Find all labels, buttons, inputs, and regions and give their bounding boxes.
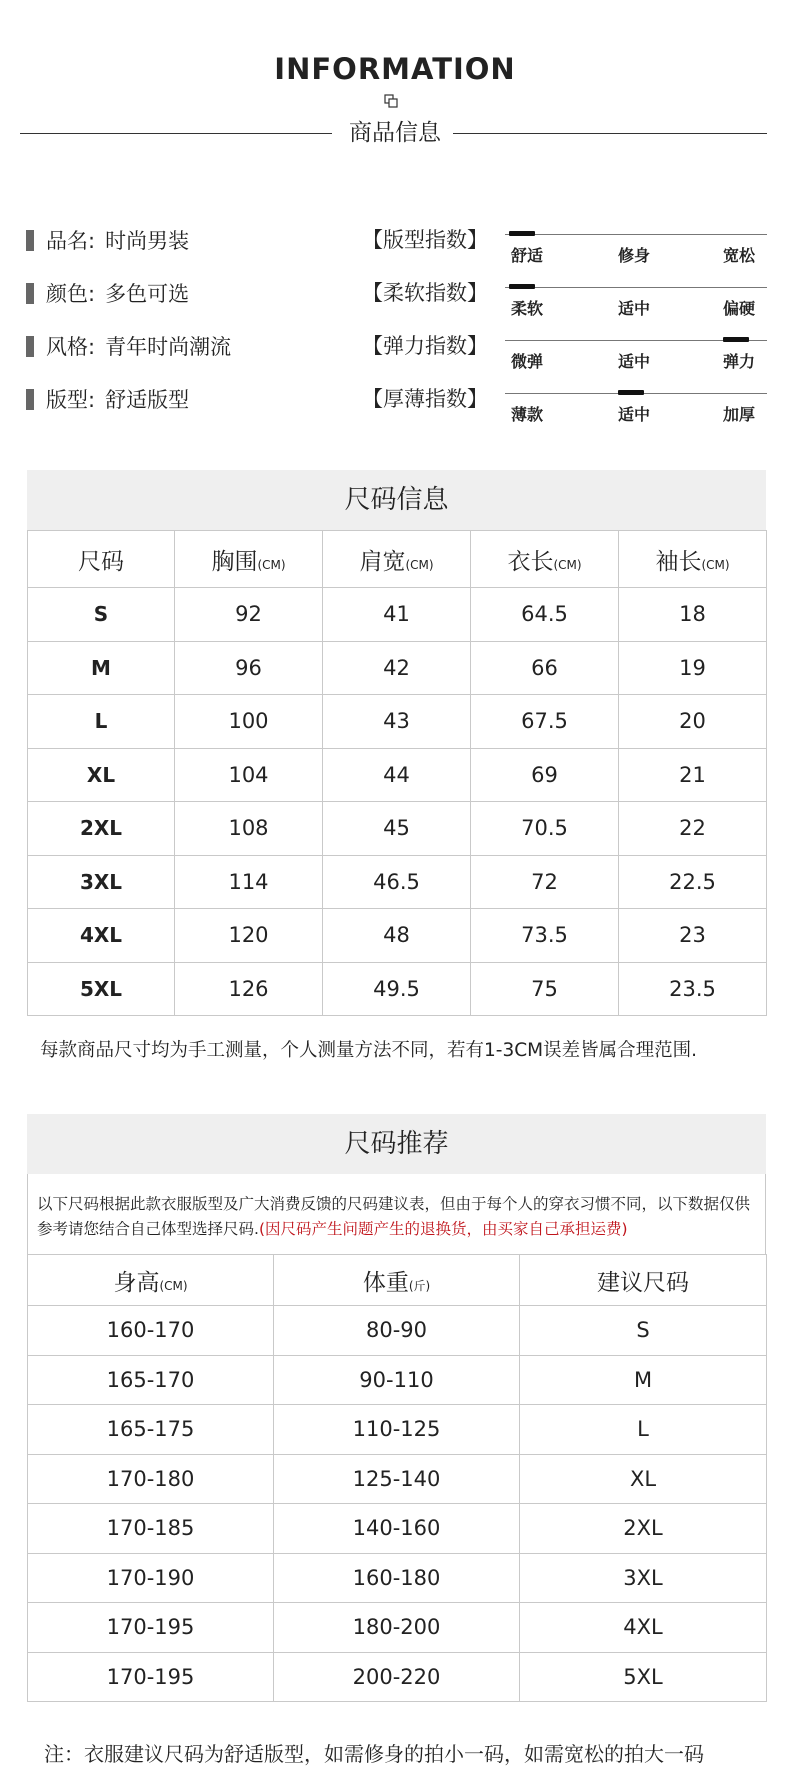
table-cell: S	[28, 588, 175, 642]
scale-option: 修身	[618, 246, 651, 265]
table-cell: 75	[471, 962, 619, 1016]
copy-icon	[384, 94, 398, 108]
table-cell: 46.5	[323, 855, 471, 909]
table-cell: 180-200	[274, 1603, 520, 1653]
scale-option: 加厚	[723, 405, 756, 424]
page-title: INFORMATION	[274, 52, 516, 86]
table-row	[28, 855, 767, 909]
table-cell: 165-175	[28, 1405, 274, 1455]
attribute-row	[26, 384, 189, 414]
table-cell: 114	[175, 855, 323, 909]
table-cell: 170-195	[28, 1652, 274, 1702]
index-scale	[505, 287, 767, 327]
attribute-label: 品名:	[46, 229, 96, 253]
attribute-marker	[26, 389, 34, 410]
table-cell: 170-190	[28, 1553, 274, 1603]
table-cell: 120	[175, 909, 323, 963]
table-cell: 70.5	[471, 802, 619, 856]
table-row	[28, 1405, 767, 1455]
table-cell: 104	[175, 748, 323, 802]
table-row	[28, 588, 767, 642]
column-header: 身高(CM)	[28, 1255, 274, 1306]
attribute-marker	[26, 336, 34, 357]
attribute-marker	[26, 230, 34, 251]
table-header-row	[28, 1255, 767, 1306]
table-cell: 23	[619, 909, 767, 963]
table-cell: 2XL	[520, 1504, 767, 1554]
index-label: 【厚薄指数】	[362, 387, 488, 411]
table-cell: 170-180	[28, 1454, 274, 1504]
index-label: 【柔软指数】	[362, 281, 488, 305]
table-cell: 5XL	[520, 1652, 767, 1702]
table-cell: XL	[520, 1454, 767, 1504]
table-cell: 170-185	[28, 1504, 274, 1554]
table-row	[28, 962, 767, 1016]
table-cell: L	[28, 695, 175, 749]
table-cell: 69	[471, 748, 619, 802]
attribute-label: 风格:	[46, 335, 96, 359]
table-cell: 42	[323, 641, 471, 695]
attribute-row	[26, 331, 231, 361]
index-label: 【版型指数】	[362, 228, 488, 252]
table-row	[28, 1603, 767, 1653]
attribute-value: 时尚男装	[105, 229, 190, 253]
scale-option: 舒适	[511, 246, 544, 265]
recommend-intro	[27, 1174, 766, 1254]
table-cell: 4XL	[520, 1603, 767, 1653]
column-header: 尺码	[28, 531, 175, 588]
table-cell: 19	[619, 641, 767, 695]
scale-marker	[509, 231, 535, 236]
index-scale	[505, 234, 767, 274]
table-cell: 43	[323, 695, 471, 749]
table-cell: 160-180	[274, 1553, 520, 1603]
attribute-value: 青年时尚潮流	[105, 335, 232, 359]
table-cell: 64.5	[471, 588, 619, 642]
table-cell: 2XL	[28, 802, 175, 856]
size-table	[27, 530, 767, 1016]
column-header: 建议尺码	[520, 1255, 767, 1306]
measurement-note: 每款商品尺寸均为手工测量，个人测量方法不同，若有1-3CM误差皆属合理范围.	[40, 1040, 697, 1061]
column-header: 胸围(CM)	[175, 531, 323, 588]
table-cell: XL	[28, 748, 175, 802]
table-cell: 22	[619, 802, 767, 856]
table-cell: L	[520, 1405, 767, 1455]
index-scale	[505, 393, 767, 433]
table-cell: M	[28, 641, 175, 695]
table-row	[28, 641, 767, 695]
index-scale	[505, 340, 767, 380]
table-cell: 92	[175, 588, 323, 642]
table-cell: 160-170	[28, 1306, 274, 1356]
table-row	[28, 909, 767, 963]
fit-note: 注：衣服建议尺码为舒适版型，如需修身的拍小一码，如需宽松的拍大一码	[44, 1742, 704, 1766]
table-cell: 90-110	[274, 1355, 520, 1405]
table-cell: 67.5	[471, 695, 619, 749]
column-header: 衣长(CM)	[471, 531, 619, 588]
scale-option: 弹力	[723, 352, 756, 371]
table-cell: 66	[471, 641, 619, 695]
table-cell: 21	[619, 748, 767, 802]
table-cell: 100	[175, 695, 323, 749]
table-cell: 80-90	[274, 1306, 520, 1356]
attribute-label: 版型:	[46, 388, 96, 412]
index-label: 【弹力指数】	[362, 334, 488, 358]
scale-marker	[618, 390, 644, 395]
scale-option: 适中	[618, 405, 651, 424]
attribute-value: 舒适版型	[105, 388, 190, 412]
table-row	[28, 748, 767, 802]
column-header: 体重(斤)	[274, 1255, 520, 1306]
column-header: 肩宽(CM)	[323, 531, 471, 588]
table-cell: 73.5	[471, 909, 619, 963]
table-row	[28, 695, 767, 749]
attribute-label: 颜色:	[46, 282, 96, 306]
scale-option: 适中	[618, 352, 651, 371]
table-cell: 3XL	[28, 855, 175, 909]
table-cell: 3XL	[520, 1553, 767, 1603]
table-cell: 4XL	[28, 909, 175, 963]
table-row	[28, 1504, 767, 1554]
table-cell: 45	[323, 802, 471, 856]
recommend-table	[27, 1254, 767, 1702]
table-cell: 170-195	[28, 1603, 274, 1653]
table-cell: 126	[175, 962, 323, 1016]
attribute-marker	[26, 283, 34, 304]
table-cell: 44	[323, 748, 471, 802]
table-cell: 110-125	[274, 1405, 520, 1455]
table-cell: 20	[619, 695, 767, 749]
table-row	[28, 1355, 767, 1405]
table-header-row	[28, 531, 767, 588]
table-cell: 23.5	[619, 962, 767, 1016]
attribute-row	[26, 278, 189, 308]
table-cell: M	[520, 1355, 767, 1405]
intro-text: 以下尺码根据此款衣服版型及广大消费反馈的尺码建议表，但由于每个人的穿衣习惯不同，以下数据仅供参考请您结合自己体型选择尺码.	[37, 1195, 751, 1238]
size-table-title: 尺码信息	[27, 470, 766, 530]
table-cell: 108	[175, 802, 323, 856]
table-cell: 41	[323, 588, 471, 642]
table-cell: 18	[619, 588, 767, 642]
table-cell: 200-220	[274, 1652, 520, 1702]
table-cell: 5XL	[28, 962, 175, 1016]
scale-option: 偏硬	[723, 299, 756, 318]
table-row	[28, 1454, 767, 1504]
scale-option: 宽松	[723, 246, 756, 265]
attribute-row	[26, 225, 189, 255]
scale-option: 薄款	[511, 405, 544, 424]
table-cell: 49.5	[323, 962, 471, 1016]
page-subtitle: 商品信息	[349, 120, 441, 146]
recommend-title: 尺码推荐	[27, 1114, 766, 1174]
column-header: 袖长(CM)	[619, 531, 767, 588]
table-row	[28, 802, 767, 856]
scale-marker	[509, 284, 535, 289]
scale-option: 微弹	[511, 352, 544, 371]
table-row	[28, 1652, 767, 1702]
table-cell: 125-140	[274, 1454, 520, 1504]
table-cell: 165-170	[28, 1355, 274, 1405]
scale-option: 柔软	[511, 299, 544, 318]
scale-option: 适中	[618, 299, 651, 318]
table-cell: 48	[323, 909, 471, 963]
table-row	[28, 1306, 767, 1356]
table-cell: 140-160	[274, 1504, 520, 1554]
table-cell: 72	[471, 855, 619, 909]
attribute-value: 多色可选	[105, 282, 190, 306]
table-cell: 96	[175, 641, 323, 695]
table-row	[28, 1553, 767, 1603]
table-cell: 22.5	[619, 855, 767, 909]
table-cell: S	[520, 1306, 767, 1356]
scale-marker	[723, 337, 749, 342]
scale-line	[505, 287, 767, 288]
scale-line	[505, 234, 767, 235]
return-policy-warning: (因尺码产生问题产生的退换货，由买家自己承担运费)	[258, 1220, 628, 1238]
